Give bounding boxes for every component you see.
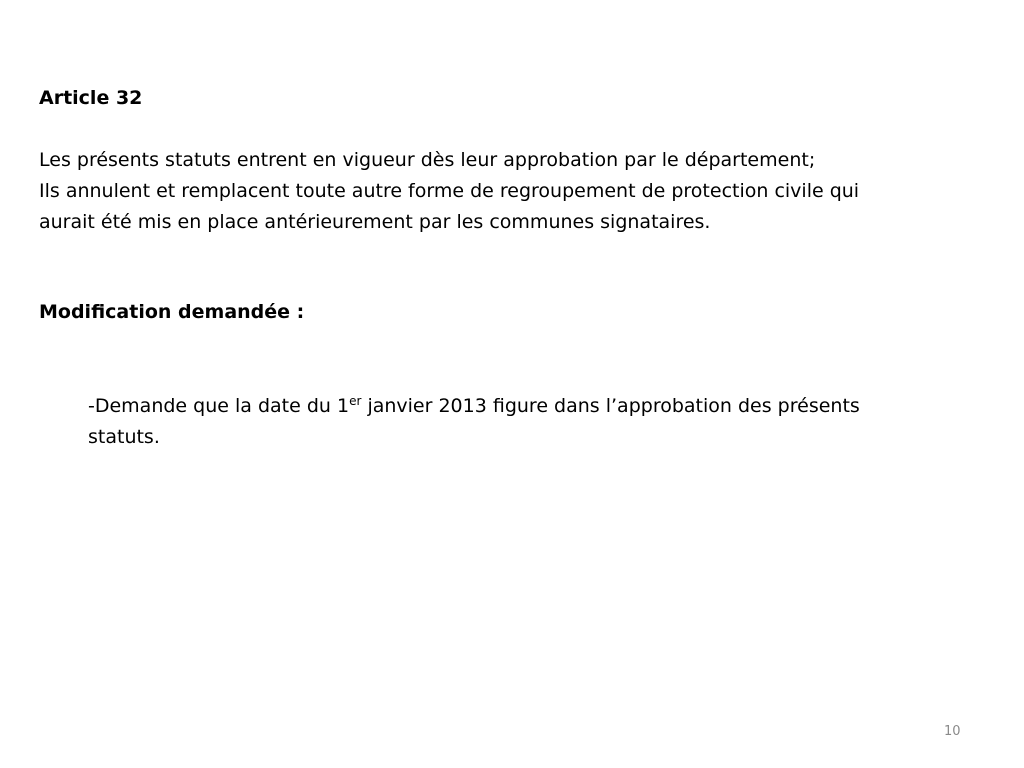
article-line-1: Les présents statuts entrent en vigueur dès leur approbation par le département; xyxy=(39,149,816,171)
page-number: 10 xyxy=(944,724,961,739)
request-text-start: -Demande que la date du 1 xyxy=(88,395,350,417)
request-line-2: statuts. xyxy=(88,426,160,448)
request-text-end: janvier 2013 figure dans l’approbation des présents xyxy=(361,395,860,417)
modification-title: Modification demandée : xyxy=(39,301,305,323)
article-title: Article 32 xyxy=(39,87,143,109)
article-line-3: aurait été mis en place antérieurement par les communes signataires. xyxy=(39,211,711,233)
article-body xyxy=(39,145,979,238)
request-line-1 xyxy=(88,391,988,422)
requested-modification xyxy=(88,391,988,453)
ordinal-superscript: er xyxy=(349,394,362,408)
article-line-2: Ils annulent et remplacent toute autre forme de regroupement de protection civile qui xyxy=(39,180,860,202)
